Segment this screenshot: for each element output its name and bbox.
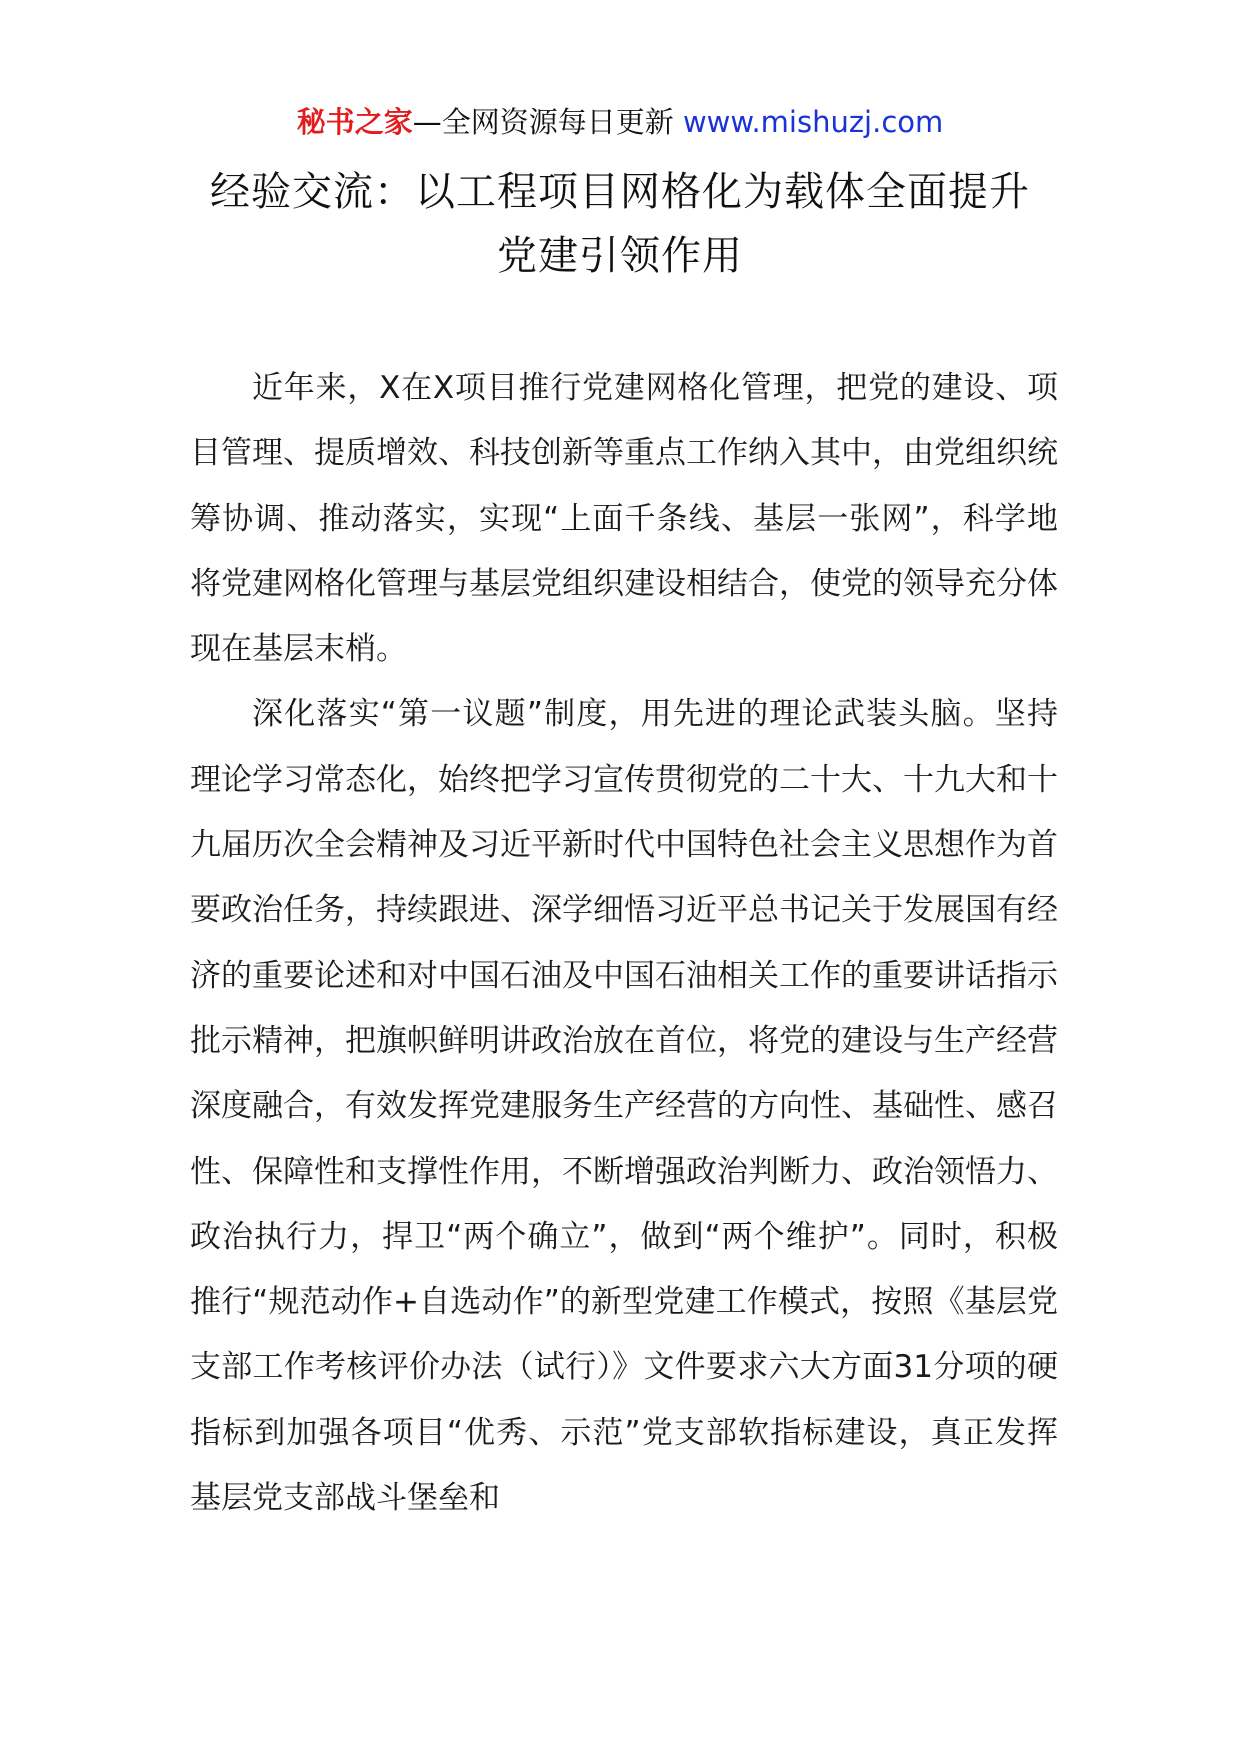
title-line-2: 党建引领作用 xyxy=(497,233,743,279)
document-body xyxy=(190,356,1058,1531)
paragraph: 近年来，X在X项目推行党建网格化管理，把党的建设、项目管理、提质增效、科技创新等重点工作纳入其中，由党组织统筹协调、推动落实，实现“上面千条线、基层一张网”，科学地将党建网格化管理与基层党组织建设相结合，使党的领导充分体现在基层末梢。 xyxy=(190,370,1058,668)
site-banner xyxy=(0,100,1240,144)
paragraph: 深化落实“第一议题”制度，用先进的理论武装头脑。坚持理论学习常态化，始终把学习宣传贯彻党的二十大、十九大和十九届历次全会精神及习近平新时代中国特色社会主义思想作为首要政治任务，持续跟进、深学细悟习近平总书记关于发展国有经济的重要论述和对中国石油及中国石油相关工作的重要讲话指示批示精神，把旗帜鲜明讲政治放在首位，将党的建设与生产经营深度融合，有效发挥党建服务生产经营的方向性、基础性、感召性、保障性和支撑性作用，不断增强政治判断力、政治领悟力、政治执行力，捍卫“两个确立”，做到“两个维护”。同时，积极推行“规范动作+自选动作”的新型党建工作模式，按照《基层党支部工作考核评价办法（试行）》文件要求六大方面31分项的硬指标到加强各项目“优秀、示范”党支部软指标建设，真正发挥基层党支部战斗堡垒和 xyxy=(190,696,1058,1517)
brand-name: 秘书之家 xyxy=(296,105,413,139)
document-title xyxy=(150,160,1090,288)
banner-slogan: —全网资源每日更新 xyxy=(412,105,683,139)
title-line-1: 经验交流：以工程项目网格化为载体全面提升 xyxy=(210,169,1030,215)
site-url-link[interactable]: www.mishuzj.com xyxy=(682,105,944,139)
